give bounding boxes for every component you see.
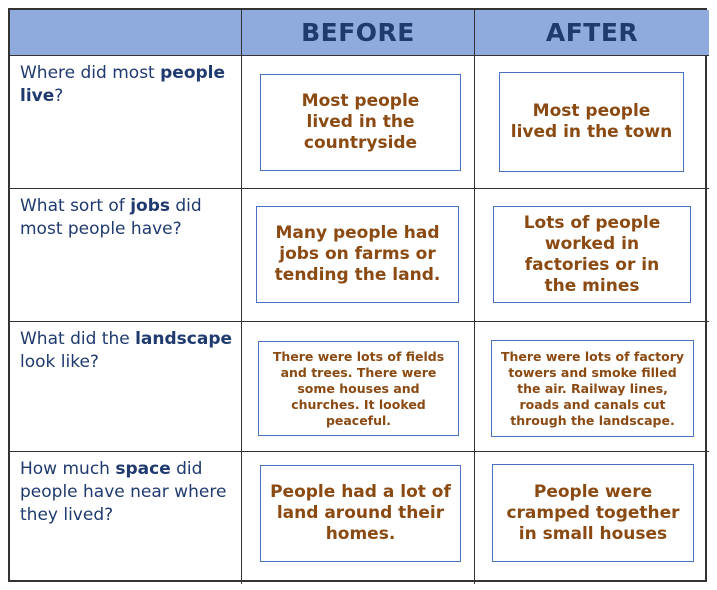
question-keyword: space: [115, 459, 171, 479]
after-cell-landscape: [475, 322, 709, 452]
question-text: look like?: [20, 352, 99, 372]
answer-box-after: [492, 464, 694, 562]
question-keyword: jobs: [130, 196, 170, 216]
question-text: What did the: [20, 329, 136, 349]
answer-box-before: [260, 74, 461, 171]
question-text: How much: [20, 459, 116, 479]
answer-text: There were lots of factory towers and smoke filled the air. Railway lines, roads and canals cut through the landscape.: [500, 348, 685, 428]
after-cell-jobs: [475, 189, 709, 322]
before-cell-landscape: [242, 322, 475, 452]
question-jobs: [10, 189, 242, 322]
answer-box-before: [260, 465, 461, 562]
header-after: AFTER: [475, 10, 709, 56]
header-before: BEFORE: [242, 10, 475, 56]
before-cell-space: [242, 452, 475, 584]
answer-box-after: [499, 72, 684, 172]
question-landscape: [10, 322, 242, 452]
answer-text: Many people had jobs on farms or tending the land.: [274, 223, 441, 285]
after-cell-space: [475, 452, 709, 584]
question-keyword: landscape: [135, 329, 233, 349]
question-people-live: [10, 56, 242, 189]
answer-text: Most people lived in the countryside: [301, 91, 420, 153]
question-space: [10, 452, 242, 584]
question-keyword: people live: [20, 63, 226, 106]
answer-box-before: [256, 206, 459, 303]
answer-text: There were lots of fields and trees. There were some houses and churches. It looked peaceful.: [272, 348, 445, 428]
question-text: did most people have?: [20, 196, 202, 239]
question-text: What sort of: [20, 196, 131, 216]
after-cell-people-live: [475, 56, 709, 189]
answer-text: Most people lived in the town: [510, 101, 673, 142]
before-cell-jobs: [242, 189, 475, 322]
answer-box-after: [491, 340, 694, 437]
question-text: ?: [54, 86, 64, 106]
answer-text: People were cramped together in small houses: [506, 481, 680, 544]
before-cell-people-live: [242, 56, 475, 189]
answer-text: People had a lot of land around their homes.: [270, 482, 451, 544]
question-text: did people have near where they lived?: [20, 459, 227, 525]
question-text: Where did most: [20, 63, 161, 83]
answer-box-after: [493, 206, 691, 303]
answer-box-before: [258, 341, 459, 436]
before-after-table: [8, 8, 707, 582]
answer-text: Lots of people worked in factories or in the mines: [523, 212, 661, 296]
header-blank-cell: [10, 10, 242, 56]
